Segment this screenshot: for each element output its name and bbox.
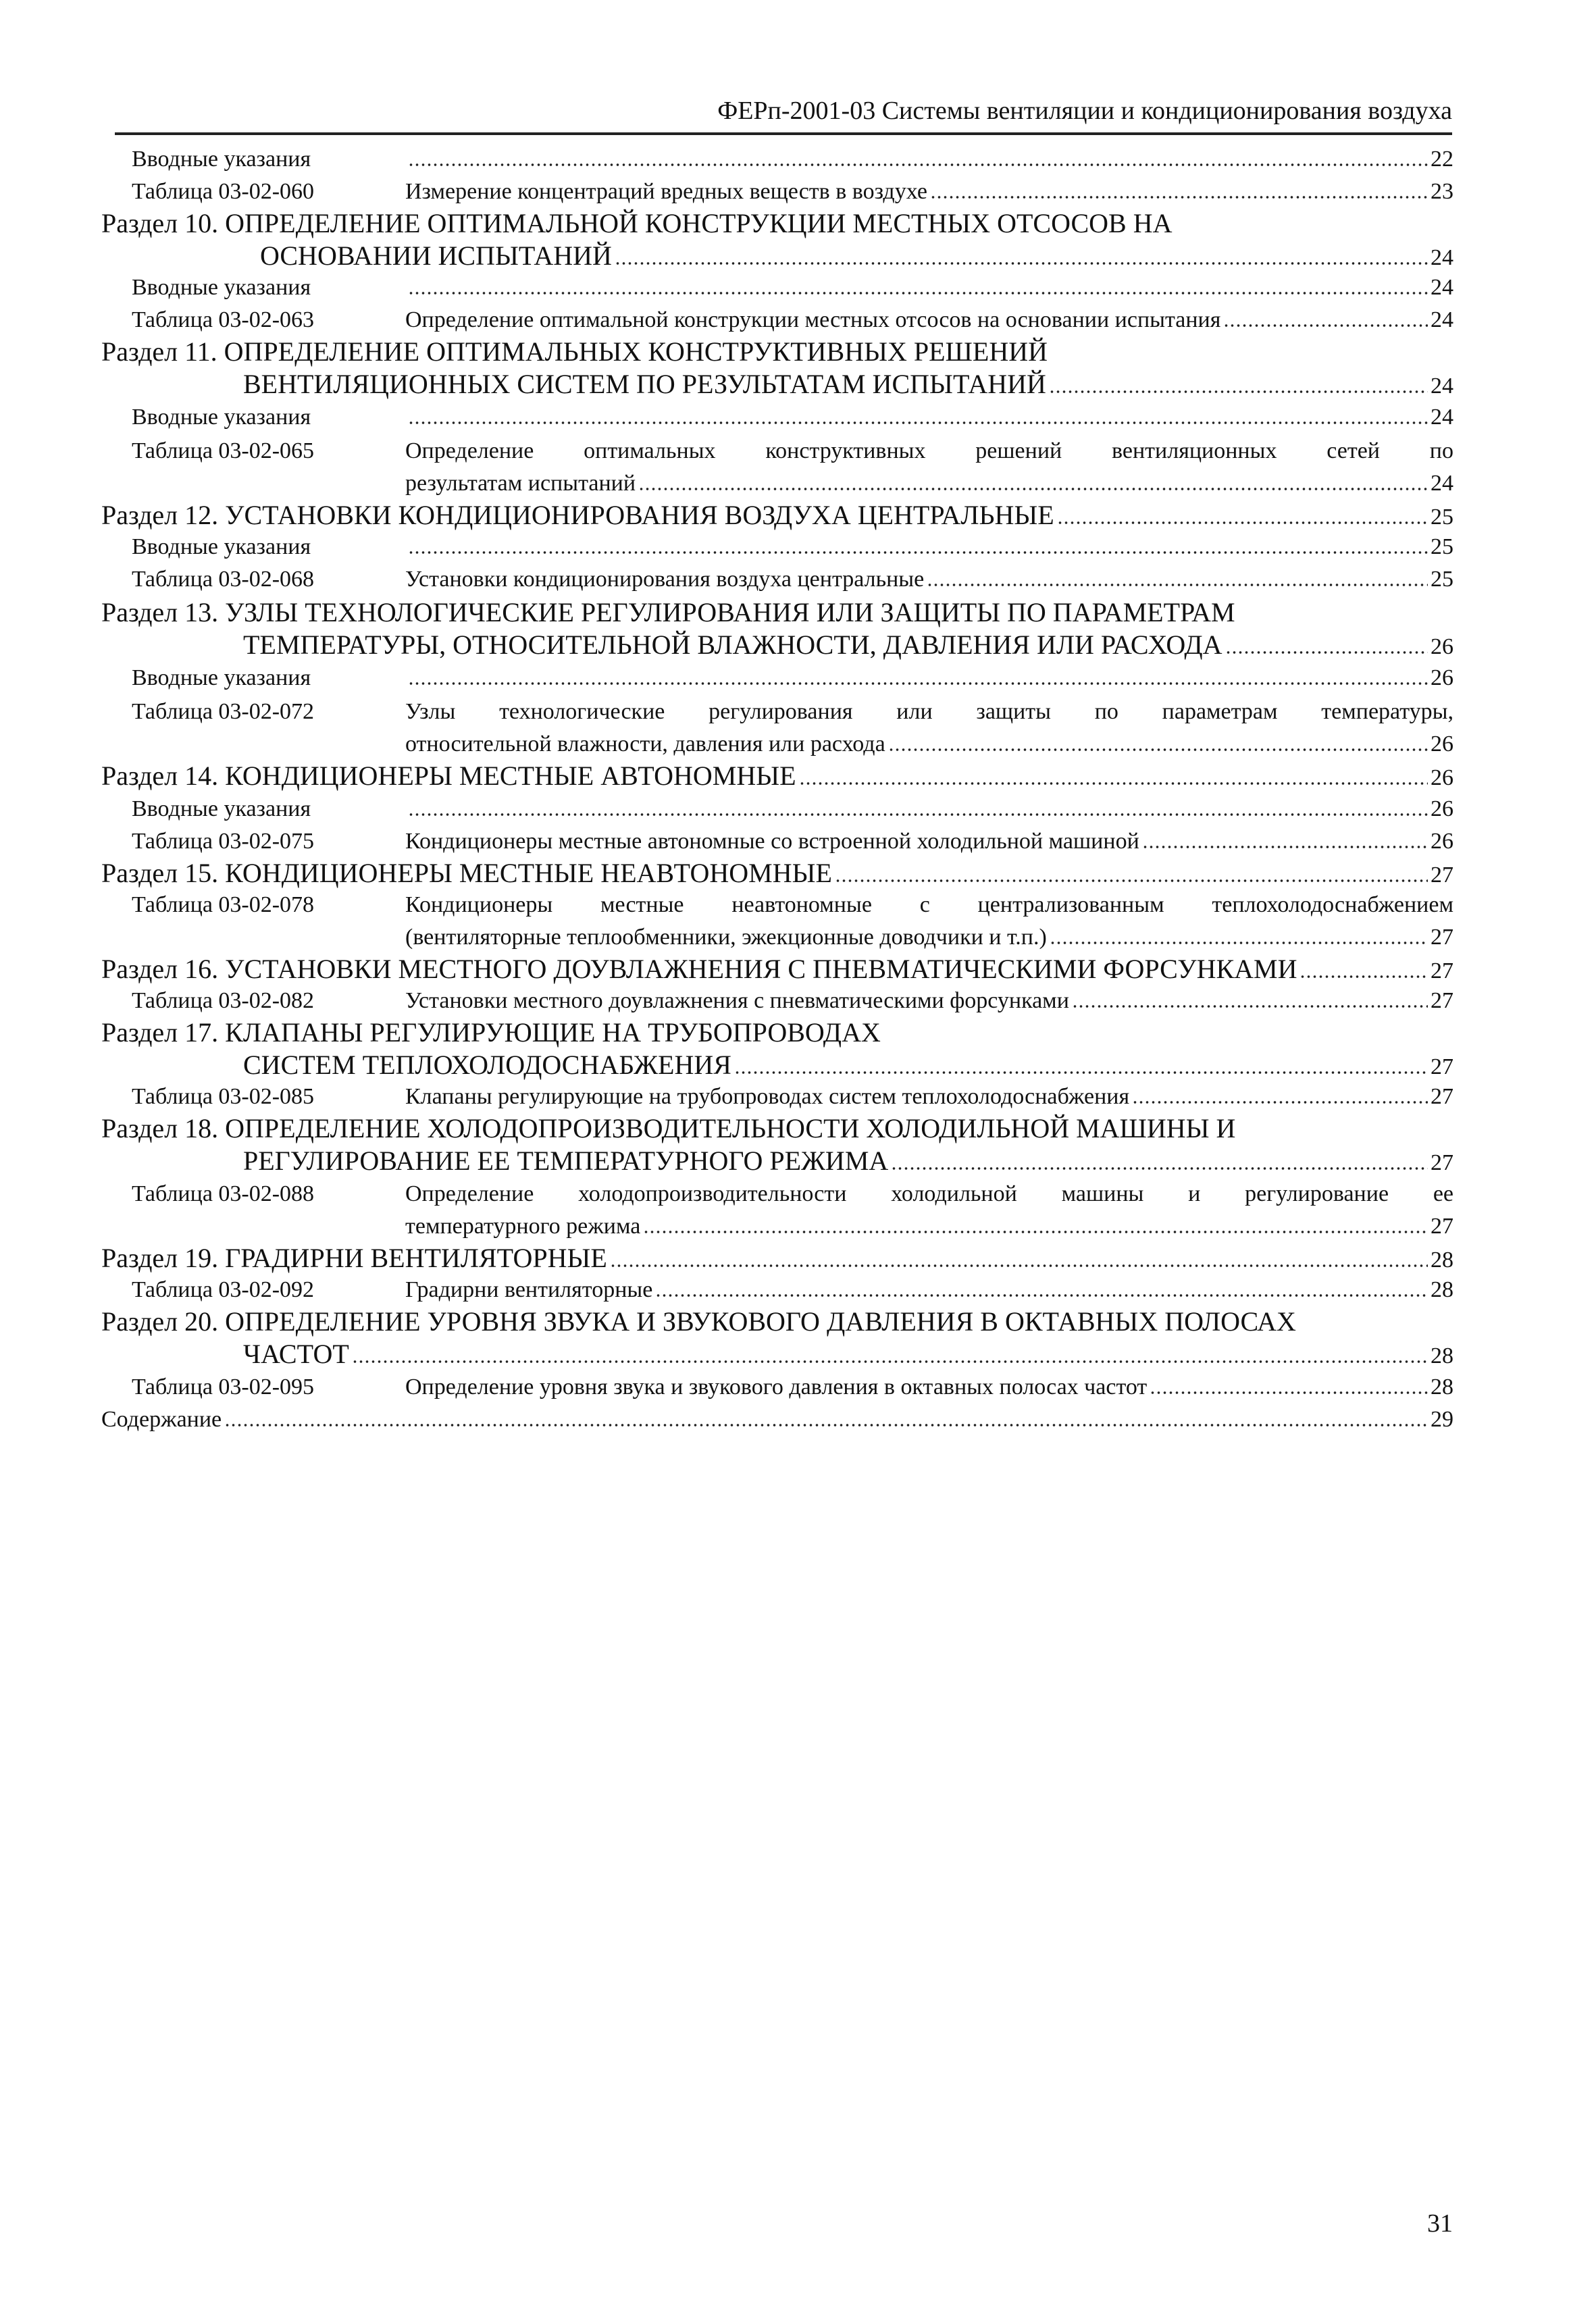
toc-label: Таблица 03-02-063 (132, 307, 315, 332)
toc-text: Установки местного доувлажнения с пневматическими форсунками (405, 988, 1069, 1013)
toc-page: 27 (1431, 863, 1453, 888)
leader-dots (408, 419, 1428, 426)
leader-dots (224, 1422, 1428, 1429)
section-heading: Раздел 19. ГРАДИРНИ ВЕНТИЛЯТОРНЫЕ (101, 1243, 607, 1273)
toc-entry[interactable] (101, 1243, 1453, 1275)
section-heading[interactable]: Раздел 10. ОПРЕДЕЛЕНИЕ ОПТИМАЛЬНОЙ КОНСТРУКЦИИ МЕСТНЫХ ОТСОСОВ НА (101, 208, 1173, 238)
toc-label: Таблица 03-02-082 (132, 988, 315, 1013)
leader-dots (408, 290, 1428, 297)
toc-text: Определение уровня звука и звукового давления в октавных полосах частот (405, 1374, 1148, 1399)
leader-dots (1150, 1389, 1428, 1396)
toc-page: 26 (1431, 829, 1453, 854)
toc-entry[interactable] (243, 1050, 1453, 1082)
toc-label: Вводные указания (132, 275, 311, 300)
toc-text: Установки кондиционирования воздуха центральные (405, 567, 925, 592)
header-title: ФЕРп-2001-03 Системы вентиляции и кондиционирования воздуха (717, 97, 1452, 125)
leader-dots (734, 1069, 1428, 1076)
leader-dots (655, 1292, 1428, 1299)
toc-label: Таблица 03-02-065 (132, 438, 315, 463)
toc-page: 28 (1431, 1343, 1453, 1368)
toc-entry[interactable] (405, 1082, 1453, 1112)
toc-entry[interactable] (243, 1339, 1453, 1371)
toc-page: 27 (1431, 1214, 1453, 1239)
section-heading: Раздел 15. КОНДИЦИОНЕРЫ МЕСТНЫЕ НЕАВТОНОМНЫЕ (101, 858, 832, 888)
toc-entry[interactable] (405, 177, 1453, 207)
toc-entry[interactable] (260, 240, 1453, 273)
toc-text: ЧАСТОТ (243, 1339, 349, 1369)
toc-text: СИСТЕМ ТЕПЛОХОЛОДОСНАБЖЕНИЯ (243, 1050, 731, 1080)
leader-dots (408, 161, 1428, 168)
toc-label: Вводные указания (132, 665, 311, 690)
toc-text[interactable]: Кондиционеры местные неавтономные с централизованным теплохолодоснабжением (405, 892, 1453, 917)
toc-text: температурного режима (405, 1214, 641, 1239)
toc-label: Таблица 03-02-075 (132, 829, 315, 854)
toc-page: 27 (1431, 1084, 1453, 1109)
toc-entry[interactable] (405, 794, 1453, 824)
toc-entry[interactable] (101, 500, 1453, 532)
toc-label: Вводные указания (132, 796, 311, 821)
leader-dots (408, 811, 1428, 818)
toc-page: 28 (1431, 1374, 1453, 1399)
leader-dots (643, 1229, 1428, 1235)
toc-entry[interactable] (101, 761, 1453, 793)
toc-entry[interactable] (405, 565, 1453, 594)
toc-page: 27 (1431, 988, 1453, 1013)
leader-dots (1225, 649, 1428, 656)
toc-text: Кондиционеры местные автономные со встроенной холодильной машиной (405, 829, 1139, 854)
toc-text[interactable]: Определение холодопроизводительности холодильной машины и регулирование ее (405, 1181, 1453, 1206)
leader-dots (352, 1358, 1428, 1365)
leader-dots (1299, 973, 1428, 980)
leader-dots (835, 877, 1428, 884)
page-header (115, 92, 1452, 135)
toc-entry[interactable] (405, 1372, 1453, 1402)
toc-entry[interactable] (405, 403, 1453, 432)
toc-text: ОСНОВАНИИ ИСПЫТАНИЙ (260, 240, 612, 271)
section-heading[interactable]: Раздел 11. ОПРЕДЕЛЕНИЕ ОПТИМАЛЬНЫХ КОНСТРУКТИВНЫХ РЕШЕНИЙ (101, 336, 1048, 367)
toc-text: (вентиляторные теплообменники, эжекционные доводчики и т.п.) (405, 925, 1047, 950)
toc-page: 24 (1431, 374, 1453, 398)
toc-page: 27 (1431, 1150, 1453, 1175)
toc-page: 27 (1431, 1054, 1453, 1079)
toc-text: Содержание (101, 1407, 222, 1432)
page-number: 31 (1427, 2209, 1453, 2238)
toc-text: ВЕНТИЛЯЦИОННЫХ СИСТЕМ ПО РЕЗУЛЬТАТАМ ИСПЫТАНИЙ (243, 369, 1046, 399)
section-heading: Раздел 14. КОНДИЦИОНЕРЫ МЕСТНЫЕ АВТОНОМНЫЕ (101, 761, 796, 791)
toc-label: Вводные указания (132, 534, 311, 559)
toc-page: 24 (1431, 471, 1453, 496)
toc-entry[interactable] (405, 986, 1453, 1016)
toc-text: Определение оптимальной конструкции местных отсосов на основании испытания (405, 307, 1221, 332)
toc-page: 27 (1431, 958, 1453, 983)
leader-dots (927, 582, 1428, 588)
toc-label: Вводные указания (132, 147, 311, 172)
toc-entry[interactable] (243, 629, 1453, 662)
toc-label: Таблица 03-02-085 (132, 1084, 315, 1109)
toc-label: Таблица 03-02-092 (132, 1277, 315, 1302)
toc-label: Таблица 03-02-068 (132, 567, 315, 592)
leader-dots (610, 1262, 1428, 1269)
section-heading: Раздел 16. УСТАНОВКИ МЕСТНОГО ДОУВЛАЖНЕНИЯ С ПНЕВМАТИЧЕСКИМИ ФОРСУНКАМИ (101, 954, 1297, 984)
leader-dots (799, 780, 1428, 787)
leader-dots (1132, 1099, 1428, 1106)
toc-page: 26 (1431, 796, 1453, 821)
toc-label: Таблица 03-02-078 (132, 892, 315, 917)
toc-page: 26 (1431, 765, 1453, 790)
toc-page: 25 (1431, 505, 1453, 530)
toc-page: 26 (1431, 634, 1453, 659)
leader-dots (408, 680, 1428, 687)
toc-page: 28 (1431, 1277, 1453, 1302)
section-heading[interactable]: Раздел 20. ОПРЕДЕЛЕНИЕ УРОВНЯ ЗВУКА И ЗВУКОВОГО ДАВЛЕНИЯ В ОКТАВНЫХ ПОЛОСАХ (101, 1306, 1296, 1337)
leader-dots (1057, 519, 1428, 526)
leader-dots (891, 1165, 1428, 1172)
toc-entry[interactable] (405, 923, 1453, 952)
toc-entry[interactable] (405, 469, 1453, 498)
toc-entry[interactable] (101, 858, 1453, 890)
toc-page: 28 (1431, 1248, 1453, 1272)
toc-label: Таблица 03-02-060 (132, 179, 315, 204)
leader-dots (615, 260, 1428, 267)
toc-entry[interactable] (405, 827, 1453, 856)
toc-page: 24 (1431, 275, 1453, 300)
toc-text[interactable]: Определение оптимальных конструктивных решений вентиляционных сетей по (405, 438, 1453, 463)
toc-text: результатам испытаний (405, 471, 636, 496)
toc-entry[interactable] (243, 1146, 1453, 1178)
toc-page: 29 (1431, 1407, 1453, 1432)
toc-entry[interactable] (405, 729, 1453, 759)
toc-entry[interactable] (405, 273, 1453, 303)
section-heading[interactable]: Раздел 18. ОПРЕДЕЛЕНИЕ ХОЛОДОПРОИЗВОДИТЕЛЬНОСТИ ХОЛОДИЛЬНОЙ МАШИНЫ И (101, 1113, 1236, 1143)
toc-text: Клапаны регулирующие на трубопроводах систем теплохолодоснабжения (405, 1084, 1130, 1109)
toc-entry[interactable] (405, 145, 1453, 174)
toc-entry[interactable] (101, 954, 1453, 986)
section-heading[interactable]: Раздел 17. КЛАПАНЫ РЕГУЛИРУЮЩИЕ НА ТРУБОПРОВОДАХ (101, 1017, 881, 1048)
toc-text: Градирни вентиляторные (405, 1277, 653, 1302)
toc-entry[interactable] (405, 305, 1453, 335)
toc-text: ТЕМПЕРАТУРЫ, ОТНОСИТЕЛЬНОЙ ВЛАЖНОСТИ, ДАВЛЕНИЯ ИЛИ РАСХОДА (243, 629, 1222, 660)
leader-dots (888, 746, 1428, 753)
toc-entry[interactable] (405, 1275, 1453, 1305)
section-heading: Раздел 12. УСТАНОВКИ КОНДИЦИОНИРОВАНИЯ ВОЗДУХА ЦЕНТРАЛЬНЫЕ (101, 500, 1054, 530)
section-heading[interactable]: Раздел 13. УЗЛЫ ТЕХНОЛОГИЧЕСКИЕ РЕГУЛИРОВАНИЯ ИЛИ ЗАЩИТЫ ПО ПАРАМЕТРАМ (101, 597, 1235, 627)
toc-label: Вводные указания (132, 405, 311, 430)
toc-entry[interactable] (405, 532, 1453, 562)
toc-entry[interactable] (405, 1212, 1453, 1241)
toc-text: Измерение концентраций вредных веществ в воздухе (405, 179, 927, 204)
toc-page: 24 (1431, 405, 1453, 430)
toc-page: 24 (1431, 245, 1453, 270)
toc-page: 26 (1431, 731, 1453, 756)
toc-page: 25 (1431, 534, 1453, 559)
leader-dots (1223, 322, 1428, 329)
toc-page: 23 (1431, 179, 1453, 204)
leader-dots (1142, 844, 1428, 850)
toc-label: Таблица 03-02-072 (132, 699, 315, 724)
toc-entry[interactable] (405, 663, 1453, 693)
toc-page: 25 (1431, 567, 1453, 592)
toc-text[interactable]: Узлы технологические регулирования или защиты по параметрам температуры, (405, 699, 1453, 724)
toc-text: РЕГУЛИРОВАНИЕ ЕЕ ТЕМПЕРАТУРНОГО РЕЖИМА (243, 1146, 889, 1176)
leader-dots (1049, 388, 1428, 395)
toc-label: Таблица 03-02-088 (132, 1181, 315, 1206)
leader-dots (1072, 1003, 1428, 1010)
leader-dots (638, 486, 1428, 492)
toc-page: 24 (1431, 307, 1453, 332)
toc-label: Таблица 03-02-095 (132, 1374, 315, 1399)
toc-page: 27 (1431, 925, 1453, 950)
toc-page: 22 (1431, 147, 1453, 172)
toc-page: 26 (1431, 665, 1453, 690)
toc-entry[interactable] (101, 1405, 1453, 1435)
leader-dots (930, 194, 1428, 201)
leader-dots (408, 549, 1428, 556)
leader-dots (1050, 940, 1428, 946)
toc-text: относительной влажности, давления или расхода (405, 731, 885, 756)
toc-entry[interactable] (243, 369, 1453, 401)
